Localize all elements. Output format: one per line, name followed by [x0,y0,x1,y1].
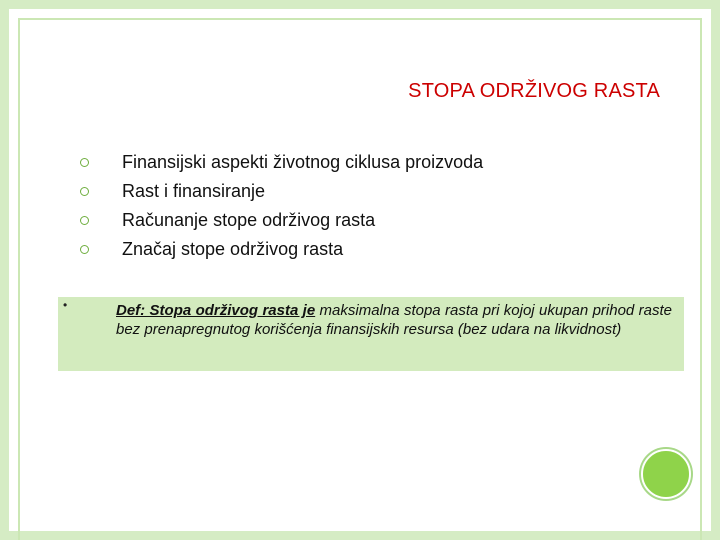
definition-text [116,301,672,339]
bullet-list [80,148,620,264]
definition-term: Def: Stopa održivog rasta je [116,302,316,319]
hollow-circle-bullet-icon [80,187,89,196]
slide-title: STOPA ODRŽIVOG RASTA [408,80,660,102]
bullet-text: Značaj stope održivog rasta [122,239,344,259]
hollow-circle-bullet-icon [80,158,89,167]
hollow-circle-bullet-icon [80,245,89,254]
list-item [80,148,620,177]
bullet-text: Finansijski aspekti životnog ciklusa proizvoda [122,152,484,172]
bullet-text: Računanje stope održivog rasta [122,210,376,230]
list-item [80,235,620,264]
definition-bullet: • [63,298,68,312]
list-item [80,177,620,206]
bullet-text: Rast i finansiranje [122,181,266,201]
list-item [80,206,620,235]
definition-body: maksimalna stopa rasta pri kojoj ukupan prihod raste bez prenapregnutog korišćenja finansijskih resursa (bez udara na likvidnost) [116,302,672,338]
hollow-circle-bullet-icon [80,216,89,225]
green-circle-icon [641,449,691,499]
